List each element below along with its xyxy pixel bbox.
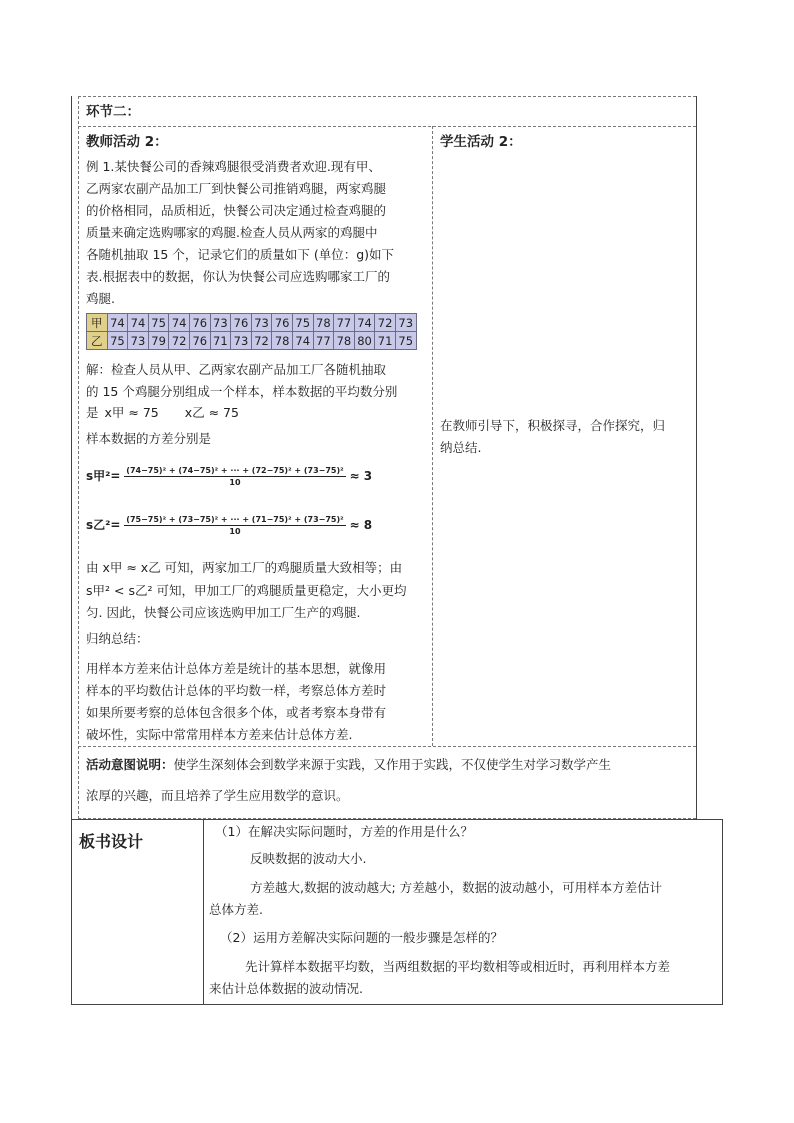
inner-left-dash	[78, 96, 79, 819]
summary-line-4: 破坏性，实际中常常用样本方差来估计总体方差.	[86, 727, 353, 742]
var-jia-denominator: 10	[229, 478, 241, 487]
example-line-4: 质量来确定选购哪家的鸡腿.检查人员从两家的鸡腿中	[86, 225, 378, 240]
frame-right-lower	[722, 819, 723, 1004]
student-text-line-2: 纳总结.	[440, 440, 482, 455]
intent-line-2: 浓厚的兴趣，而且培养了学生应用数学的意识。	[86, 788, 349, 803]
mean-yi: x乙 ≈ 75	[184, 405, 239, 420]
means-line	[86, 402, 239, 424]
board-design-label: 板书设计	[79, 832, 144, 851]
var-jia-numerator: (74−75)² + (74−75)² + ··· + (72−75)² + (73−75)²	[126, 466, 344, 475]
intent-label: 活动意图说明：	[86, 757, 174, 772]
table-cell: 75	[148, 314, 169, 332]
summary-line-3: 如果所要考察的总体包含很多个体，或者考察本身带有	[86, 705, 387, 720]
chicken-weight-table	[86, 313, 417, 350]
table-cell: 73	[251, 314, 272, 332]
teacher-activity-label: 教师活动 2：	[86, 134, 168, 150]
table-cell: 74	[354, 314, 375, 332]
board-divider	[203, 819, 204, 1004]
example-line-3: 的价格相同，品质相近，快餐公司决定通过检查鸡腿的	[86, 203, 387, 218]
board-line-1: （1）在解决实际问题时，方差的作用是什么？	[215, 824, 473, 839]
table-cell: 73	[231, 332, 252, 350]
summary-line-1: 用样本方差来估计总体方差是统计的基本思想，就像用	[86, 661, 387, 676]
table-cell: 78	[334, 332, 355, 350]
example-line-5: 各随机抽取 15 个，记录它们的质量如下 (单位：g)如下	[86, 247, 395, 262]
variance-jia-formula	[86, 466, 372, 487]
table-cell: 73	[395, 314, 416, 332]
table-cell: 77	[313, 332, 334, 350]
conclusion-line-3: 匀. 因此，快餐公司应该选购甲加工厂生产的鸡腿.	[86, 605, 361, 620]
table-cell: 76	[272, 314, 293, 332]
example-line-7: 鸡腿.	[86, 291, 115, 306]
table-row-yi	[87, 332, 417, 350]
var-yi-result: ≈ 8	[349, 518, 373, 532]
section-label: 环节二：	[86, 104, 140, 120]
summary-line-2: 样本的平均数估计总体的平均数一样，考察总体方差时	[86, 683, 387, 698]
solution-line-1: 解：检查人员从甲、乙两家农副产品加工厂各随机抽取	[86, 362, 387, 377]
var-yi-fraction	[124, 515, 345, 536]
intent-line-1	[86, 754, 611, 776]
table-cell: 72	[375, 314, 396, 332]
var-yi-numerator: (75−75)² + (73−75)² + ··· + (71−75)² + (73−75)²	[126, 515, 344, 524]
table-cell: 75	[395, 332, 416, 350]
conclusion-line-1: 由 x甲 ≈ x乙 可知，两家加工厂的鸡腿质量大致相等；由	[86, 560, 403, 575]
var-jia-fraction	[124, 466, 345, 487]
frame-bottom	[71, 1004, 723, 1005]
table-cell: 72	[251, 332, 272, 350]
table-cell: 77	[334, 314, 355, 332]
mean-jia: x甲 ≈ 75	[104, 405, 159, 420]
board-line-3: 方差越大,数据的波动越大; 方差越小，数据的波动越小，可用样本方差估计	[250, 880, 663, 895]
table-cell: 75	[107, 332, 128, 350]
board-line-4: 总体方差.	[209, 902, 263, 917]
row-head-jia: 甲	[87, 314, 108, 332]
example-line-2: 乙两家农副产品加工厂到快餐公司推销鸡腿，两家鸡腿	[86, 181, 387, 196]
table-cell: 76	[231, 314, 252, 332]
table-cell: 78	[313, 314, 334, 332]
table-cell: 73	[210, 314, 231, 332]
summary-label: 归纳总结：	[86, 631, 149, 646]
section-top-dash	[78, 96, 696, 97]
intent-bottom-dash	[78, 818, 696, 819]
var-jia-result: ≈ 3	[349, 469, 373, 483]
means-prefix: 是	[86, 405, 99, 420]
table-cell: 74	[107, 314, 128, 332]
table-cell: 74	[169, 314, 190, 332]
row-head-yi: 乙	[87, 332, 108, 350]
solution-line-2: 的 15 个鸡腿分别组成一个样本，样本数据的平均数分别	[86, 384, 398, 399]
table-cell: 78	[272, 332, 293, 350]
table-cell: 75	[292, 314, 313, 332]
board-top-line	[71, 819, 723, 820]
var-yi-label: s乙²=	[86, 518, 121, 532]
conclusion-line-2: s甲² < s乙² 可知，甲加工厂的鸡腿质量更稳定，大小更均	[86, 583, 407, 598]
table-cell: 74	[128, 314, 149, 332]
column-divider-dash	[432, 126, 433, 746]
student-activity-label: 学生活动 2：	[440, 134, 522, 150]
example-line-1: 例 1.某快餐公司的香辣鸡腿很受消费者欢迎.现有甲、	[86, 159, 381, 174]
table-cell: 79	[148, 332, 169, 350]
table-cell: 76	[189, 332, 210, 350]
board-line-2: 反映数据的波动大小.	[250, 851, 367, 866]
intent-text-1: 使学生深刻体会到数学来源于实践，又作用于实践，不仅使学生对学习数学产生	[173, 757, 612, 772]
table-cell: 76	[189, 314, 210, 332]
section-bottom-dash	[78, 126, 696, 127]
board-line-5: （2）运用方差解决实际问题的一般步骤是怎样的？	[220, 930, 503, 945]
student-text-line-1: 在教师引导下，积极探寻，合作探究，归	[440, 418, 666, 433]
var-yi-denominator: 10	[229, 527, 241, 536]
table-cell: 72	[169, 332, 190, 350]
table-row-jia	[87, 314, 417, 332]
table-cell: 80	[354, 332, 375, 350]
frame-right-upper	[696, 96, 697, 819]
example-line-6: 表.根据表中的数据，你认为快餐公司应选购哪家工厂的	[86, 269, 390, 284]
var-jia-label: s甲²=	[86, 469, 121, 483]
table-cell: 71	[375, 332, 396, 350]
board-line-7: 来估计总体数据的波动情况.	[209, 981, 363, 996]
variance-intro: 样本数据的方差分别是	[86, 431, 212, 446]
board-line-6: 先计算样本数据平均数，当两组数据的平均数相等或相近时，再利用样本方差	[245, 959, 671, 974]
table-cell: 74	[292, 332, 313, 350]
activity-bottom-dash	[78, 746, 696, 747]
variance-yi-formula	[86, 515, 372, 536]
frame-left	[71, 96, 72, 1004]
table-cell: 71	[210, 332, 231, 350]
table-cell: 73	[128, 332, 149, 350]
